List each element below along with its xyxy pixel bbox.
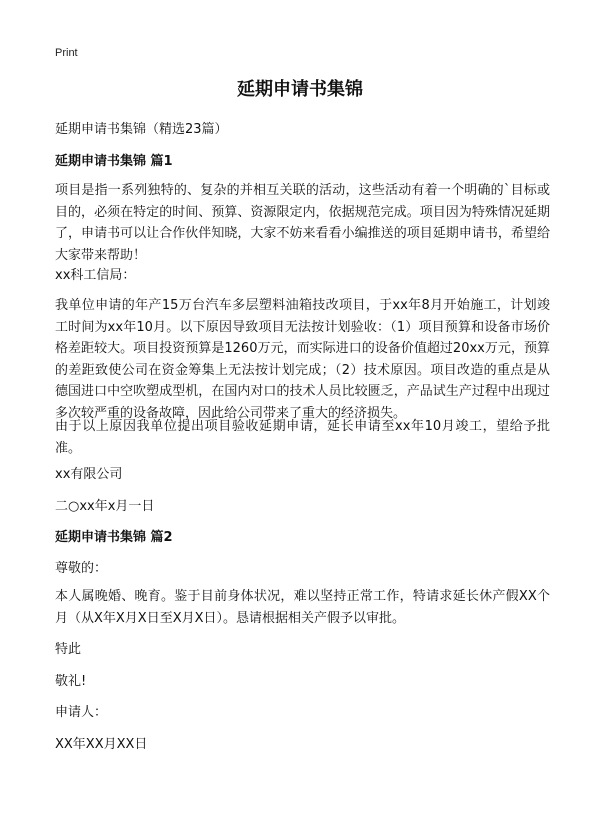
section-heading-2: 延期申请书集锦 篇2 [55,530,173,545]
section-1-salutation: xx科工信局： [55,268,136,283]
section-2-applicant: 申请人： [55,705,108,720]
section-2-closing-1: 特此 [55,642,82,657]
section-2-closing-2: 敬礼! [55,674,87,689]
section-heading-1: 延期申请书集锦 篇1 [55,154,173,169]
section-2-date: XX年XX月XX日 [55,737,148,752]
section-1-body-1: 我单位申请的年产15万台汽车多层塑料油箱技改项目，于xx年8月开始施工，计划竣工时间为xx年10月。以下原因导致项目无法按计划验收：（1）项目预算和设备市场价格差距较大。项目投资预算是1260万元，而实际进口的设备价值超过20xx万元，预算的差距致使公司在资金筹集上无法按计划完成；（2）技术原因。项目改造的重点是从德国进口中空吹塑成型机，在国内对口的技术人员比较匮乏，产品试生产过程中出现过多次较严重的设备故障，因此给公司带来了重大的经济损失。 [55,298,550,421]
section-1-date: 二○xx年x月一日 [55,499,155,514]
section-1-body-2: 由于以上原因我单位提出项目验收延期申请，延长申请至xx年10月竣工，望给予批准。 [55,419,550,456]
section-2-body-1: 本人属晚婚、晚育。鉴于目前身体状况，难以坚持正常工作，特请求延长休产假XX个月（从X年X月X日至X月X日）。恳请根据相关产假予以审批。 [55,589,550,626]
print-link[interactable]: Print [55,47,78,59]
section-2-salutation: 尊敬的： [55,561,108,576]
page-title: 延期申请书集锦 [237,79,363,100]
section-1-signature: xx有限公司 [55,467,123,482]
subtitle: 延期申请书集锦（精选23篇） [55,122,228,137]
section-1-intro: 项目是指一系列独特的、复杂的并相互关联的活动，这些活动有着一个明确的`目标或目的，必须在特定的时间、预算、资源限定内，依据规范完成。项目因为特殊情况延期了，申请书可以让合作伙伴知晓，大家不妨来看看小编推送的项目延期申请书，希望给大家带来帮助！ [55,183,550,263]
